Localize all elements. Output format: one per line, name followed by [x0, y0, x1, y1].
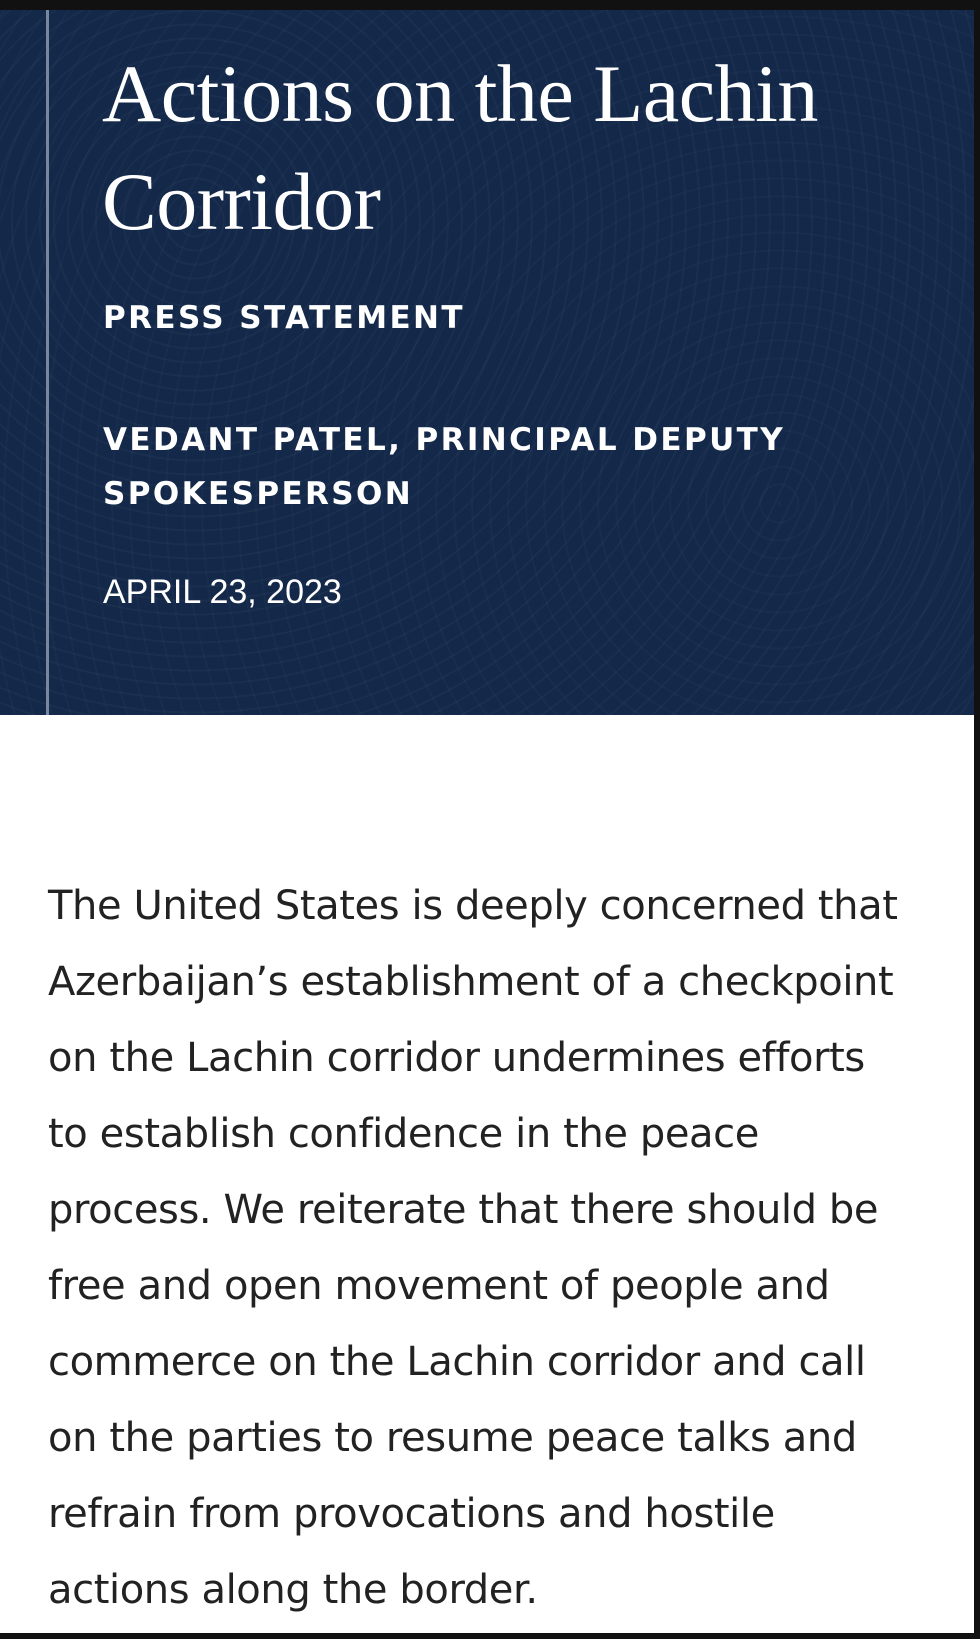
- bottom-border: [0, 1633, 980, 1639]
- statement-type: PRESS STATEMENT: [103, 300, 465, 336]
- right-border: [974, 0, 980, 1639]
- statement-body: The United States is deeply concerned that Azerbaijan’s establishment of a checkpoint on the Lachin corridor undermines efforts to establish confidence in the peace process. We reiterate that there should be free and open movement of people and commerce on the Lachin corridor and call on the parties to resume peace talks and refrain from provocations and hostile actions along the border.: [48, 883, 898, 1613]
- hero-vertical-rule: [46, 10, 49, 715]
- author-byline: VEDANT PATEL, PRINCIPAL DEPUTY SPOKESPERSON: [103, 422, 786, 512]
- top-border: [0, 0, 980, 10]
- page-title: Actions on the Lachin Corridor: [102, 48, 818, 247]
- publish-date: APRIL 23, 2023: [103, 573, 342, 611]
- hero-banner: [0, 10, 974, 715]
